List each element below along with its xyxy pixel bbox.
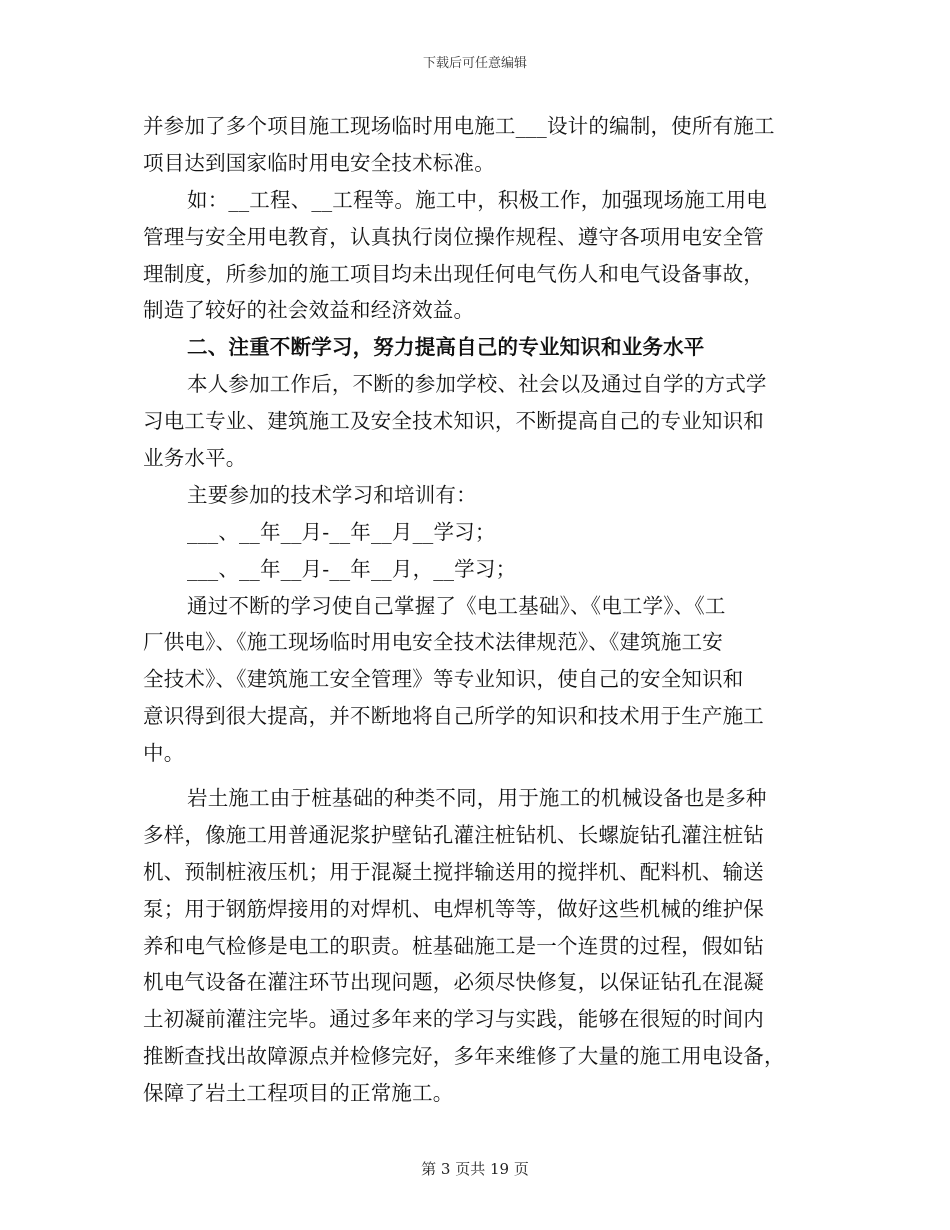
text-line: 机、预制桩液压机；用于混凝土搅拌输送用的搅拌机、配料机、输送: [143, 859, 764, 884]
page-header: 下载后可任意编辑: [422, 56, 527, 71]
text-line: 推断查找出故障源点并检修完好，多年来维修了大量的施工用电设备，: [143, 1044, 785, 1069]
text-line: 岩土施工由于桩基础的种类不同，用于施工的机械设备也是多种: [187, 786, 767, 811]
text-line: 意识得到很大提高，并不断地将自己所学的知识和技术用于生产施工: [143, 704, 764, 729]
text-line: 习电工专业、建筑施工及安全技术知识，不断提高自己的专业知识和: [143, 409, 764, 434]
section-heading: 二、注重不断学习，努力提高自己的专业知识和业务水平: [187, 335, 705, 360]
text-line: 全技术》、《建筑施工安全管理》等专业知识，使自己的安全知识和: [143, 667, 744, 692]
text-line: 养和电气检修是电工的职责。桩基础施工是一个连贯的过程，假如钻: [143, 933, 764, 958]
text-line: 通过不断的学习使自己掌握了《电工基础》、《电工学》、《工: [187, 593, 726, 618]
text-line: 保障了岩土工程项目的正常施工。: [143, 1081, 454, 1106]
text-line: 如：__工程、__工程等。施工中，积极工作，加强现场施工用电: [187, 187, 767, 212]
text-line: 项目达到国家临时用电安全技术标准。: [143, 150, 495, 175]
text-line: 本人参加工作后，不断的参加学校、社会以及通过自学的方式学: [187, 372, 767, 397]
text-line: ___、__年__月-__年__月，__学习；: [187, 556, 517, 581]
text-line: 多样，像施工用普通泥浆护壁钻孔灌注桩钻机、长螺旋钻孔灌注桩钻: [143, 822, 764, 847]
text-line: 业务水平。: [143, 446, 247, 471]
text-line: 机电气设备在灌注环节出现问题，必须尽快修复，以保证钻孔在混凝: [143, 970, 764, 995]
text-line: 理制度，所参加的施工项目均未出现任何电气伤人和电气设备事故，: [143, 261, 764, 286]
text-line: 管理与安全用电教育，认真执行岗位操作规程、遵守各项用电安全管: [143, 224, 764, 249]
text-line: 主要参加的技术学习和培训有：: [187, 482, 477, 507]
text-line: 土初凝前灌注完毕。通过多年来的学习与实践，能够在很短的时间内: [143, 1007, 764, 1032]
paragraph-gap: [143, 772, 808, 780]
text-line: 中。: [143, 741, 185, 766]
text-line: ___、__年__月-__年__月__学习；: [187, 519, 496, 544]
document-body: [143, 108, 808, 1112]
text-line: 泵；用于钢筋焊接用的对焊机、电焊机等等，做好这些机械的维护保: [143, 896, 764, 921]
text-line: 制造了较好的社会效益和经济效益。: [143, 298, 475, 323]
text-line: 厂供电》、《施工现场临时用电安全技术法律规范》、《建筑施工安: [143, 630, 723, 655]
text-line: 并参加了多个项目施工现场临时用电施工___设计的编制，使所有施工: [143, 114, 775, 138]
page-footer: 第 3 页共 19 页: [421, 1160, 529, 1178]
